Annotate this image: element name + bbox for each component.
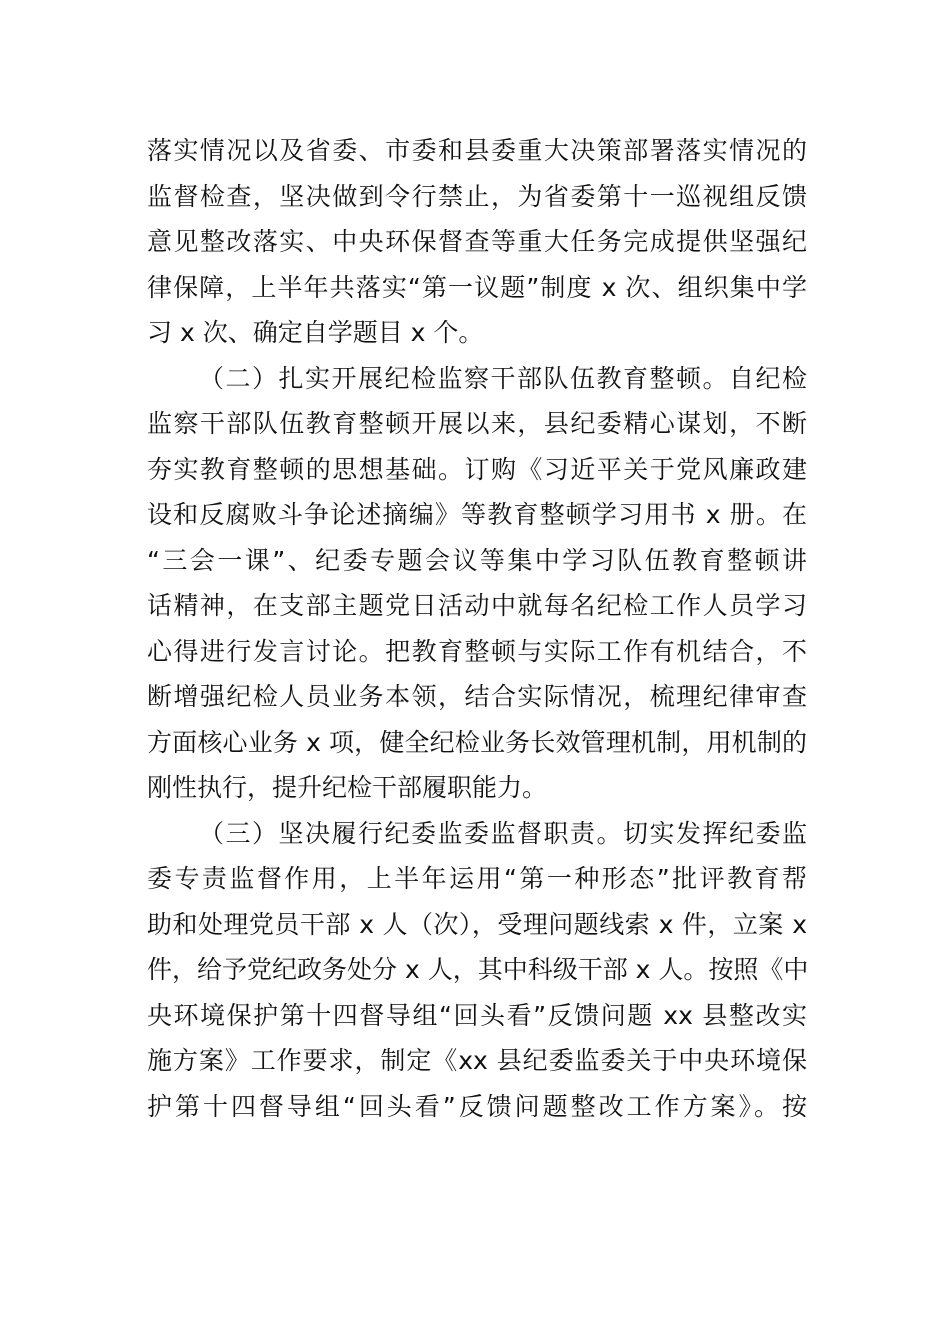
text-line: 刚性执行，提升纪检干部履职能力。 [147, 773, 548, 802]
text-line: 监督检查，坚决做到令行禁止，为省委第十一巡视组反馈 [147, 181, 807, 211]
text-line: 委专责监督作用，上半年运用“第一种形态”批评教育帮 [147, 864, 807, 893]
text-line: 设和反腐败斗争论述摘编》等教育整顿学习用书 x 册。在 [147, 500, 807, 529]
paragraph-3 [147, 811, 807, 1130]
paragraph-heading-line: （二）扎实开展纪检监察干部队伍教育整顿。自纪检 [199, 363, 807, 393]
text-line: 夯实教育整顿的思想基础。订购《习近平关于党风廉政建 [147, 454, 807, 484]
text-line: 落实情况以及省委、市委和县委重大决策部署落实情况的 [147, 136, 807, 165]
paragraph-2 [147, 356, 807, 811]
text-line: 护第十四督导组“回头看”反馈问题整改工作方案》。按 [147, 1091, 807, 1121]
text-line: 监察干部队伍教育整顿开展以来，县纪委精心谋划，不断 [147, 409, 807, 438]
text-line: 话精神，在支部主题党日活动中就每名纪检工作人员学习 [147, 591, 807, 620]
text-line: 习 x 次、确定自学题目 x 个。 [147, 318, 484, 347]
text-line: 件，给予党纪政务处分 x 人，其中科级干部 x 人。按照《中 [147, 955, 809, 984]
text-line: 助和处理党员干部 x 人（次），受理问题线索 x 件，立案 x [147, 909, 807, 939]
text-line: 断增强纪检人员业务本领，结合实际情况，梳理纪律审查 [147, 682, 807, 711]
text-line: 意见整改落实、中央环保督查等重大任务完成提供坚强纪 [147, 227, 807, 256]
text-line: 央环境保护第十四督导组“回头看”反馈问题 xx 县整改实 [147, 1000, 807, 1030]
text-line: “三会一课”、纪委专题会议等集中学习队伍教育整顿讲 [147, 545, 807, 575]
text-line: 方面核心业务 x 项，健全纪检业务长效管理机制，用机制的 [147, 727, 807, 757]
paragraph-1 [147, 128, 807, 356]
paragraph-heading-line: （三）坚决履行纪委监委监督职责。切实发挥纪委监 [199, 818, 807, 848]
text-line: 施方案》工作要求，制定《xx 县纪委监委关于中央环境保 [147, 1046, 807, 1075]
text-line: 律保障，上半年共落实“第一议题”制度 x 次、组织集中学 [147, 272, 807, 302]
body-text [147, 128, 807, 1129]
text-line: 心得进行发言讨论。把教育整顿与实际工作有机结合，不 [147, 636, 807, 666]
